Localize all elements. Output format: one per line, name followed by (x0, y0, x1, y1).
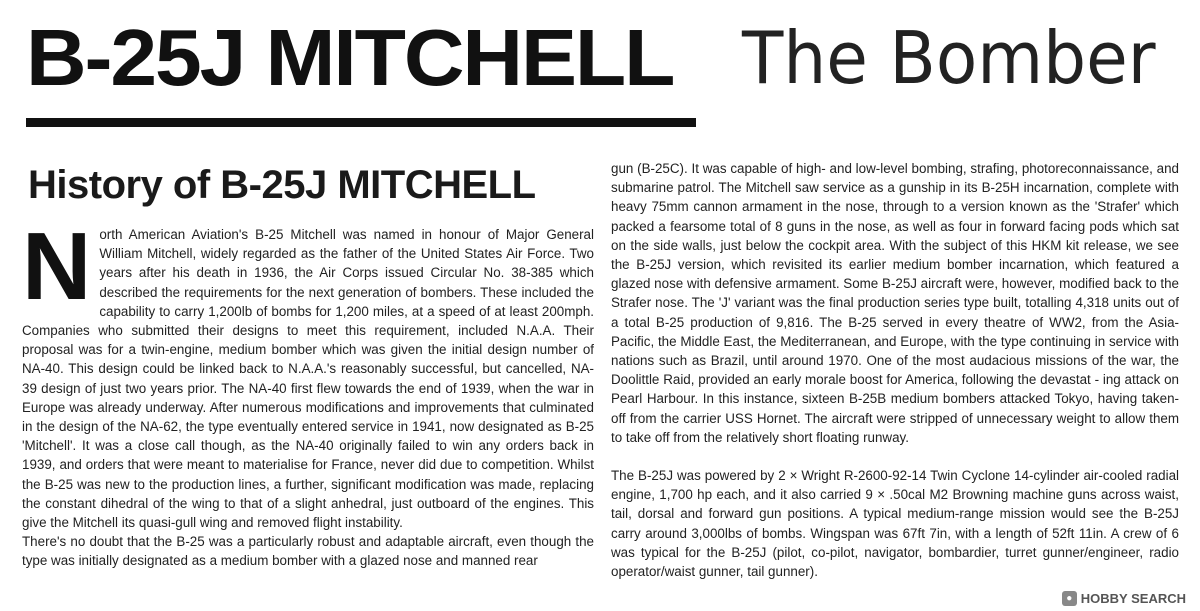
page-title-row (26, 8, 1186, 108)
paragraph-intro (22, 213, 594, 532)
paragraph-gap (611, 447, 1179, 466)
paragraph-robust: There's no doubt that the B-25 was a particularly robust and adaptable aircraft, even though the type was initially designated as a medium bomber with a glazed nose and manned rear (22, 534, 594, 569)
hobby-search-logo-icon: ● (1062, 591, 1077, 606)
hobby-search-watermark (1062, 588, 1186, 608)
page-title-light: The Bomber (742, 16, 1156, 100)
article-heading: History of B-25J MITCHELL (28, 163, 536, 207)
paragraph-variants: gun (B-25C). It was capable of high- and low-level bombing, strafing, photoreconnaissance, and submarine patrol. The Mitchell saw service as a gunship in its B-25H incarnation, complete with heavy 75mm cannon armament in the nose, through to a version known as the 'Strafer' which packed a fearsome total of 8 guns in the nose, as well as four in forward facing pods which sat on the side walls, just below the cockpit area. With the subject of this HKM kit release, we see the B-25J version, which revisited its earlier medium bomber incarnation, which featured a glazed nose with defensive armament. Some B-25J aircraft were, however, modified back to the Strafer nose. The 'J' variant was the final production series type built, totalling 4,318 units out of a total B-25 production of 9,816. The B-25 served in every theatre of WW2, from the Asia-Pacific, the Middle East, the Mediterranean, and Europe, with the type continuing in service with nations such as Brazil, until around 1970. One of the most audacious missions of the war, the Doolittle Raid, provided an early morale boost for America, following the devastat - ing attack on Pearl Harbour. In this instance, sixteen B-25B medium bombers attacked Tokyo, having taken-off from the carrier USS Hornet. The aircraft were stripped of unnecessary weight to allow them to take off from the relatively short floating runway. (611, 161, 1179, 445)
watermark-text: HOBBY SEARCH (1080, 590, 1186, 606)
paragraph-intro-text: orth American Aviation's B-25 Mitchell was named in honour of Major General William Mitchell, widely regarded as the father of the United States Air Force. Two years after his death in 1936, the Air Corps issued Circular No. 38-385 which described the requirements for the next generation of bombers. These included the capability to carry 1,200lb of bombs for 1,200 miles, at a speed of at least 200mph. Companies who submitted their designs to meet this requirement, included N.A.A. Their proposal was for a twin-engine, medium bomber which was given the initial design number of NA-40. This design could be linked back to N.A.A.'s reasonably successful, but cancelled, NA-39 design of just two years prior. The NA-40 first flew towards the end of 1939, when the war in Europe was already underway. After numerous modifications and improvements that culminated in the design of the NA-62, the type eventually entered service in 1941, now designated as B-25 'Mitchell'. It was a close call though, as the NA-40 originally failed to win any orders back in 1939, and orders that were meant to materialise for France, never did due to competition. Whilst the B-25 was new to the production lines, a further, significant modification was made, replacing the constant dihedral of the wing to that of a slight anhedral, just outboard of the engines. This give the Mitchell its quasi-gull wing and removed flight instability. (22, 227, 594, 531)
title-underline-rule (26, 118, 696, 127)
drop-cap: N (22, 213, 92, 320)
left-column (22, 213, 594, 571)
page-title-bold: B-25J MITCHELL (26, 13, 674, 102)
right-column (611, 159, 1179, 581)
paragraph-specs: The B-25J was powered by 2 × Wright R-2600-92-14 Twin Cyclone 14-cylinder air-cooled radial engine, 1,700 hp each, and it also carried 9 × .50cal M2 Browning machine guns across waist, tail, dorsal and forward gun positions. A typical medium-range mission would see the B-25J carry around 3,000lbs of bombs. Wingspan was 67ft 7in, with a length of 52ft 11in. A crew of 6 was typical for the B-25J (pilot, co-pilot, navigator, bombardier, turret gunner/engineer, radio operator/waist gunner, tail gunner). (611, 468, 1179, 580)
